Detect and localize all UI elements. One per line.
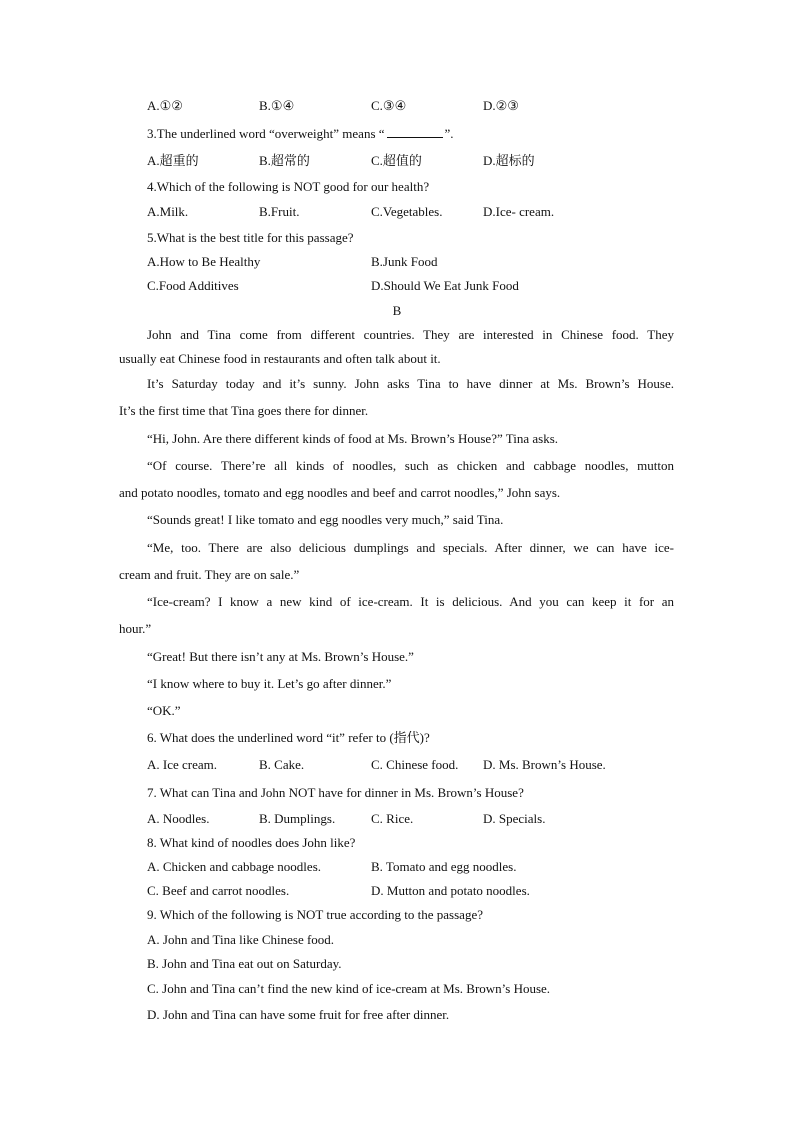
option-d[interactable]: D.②③ — [483, 98, 519, 113]
option-b[interactable]: B. Cake. — [259, 757, 305, 772]
passage-line: “Of course. There’re all kinds of noodles, such as chicken and cabbage noodles, mutton — [147, 458, 674, 473]
passage-line: “Sounds great! I like tomato and egg noodles very much,” said Tina. — [147, 512, 504, 527]
option-b[interactable]: B. John and Tina eat out on Saturday. — [147, 956, 342, 971]
stem-text: 3.The underlined word “overweight” means “ — [147, 126, 385, 141]
passage-line: “Great! But there isn’t any at Ms. Brown’s House.” — [147, 649, 414, 664]
option-c[interactable]: C.③④ — [371, 98, 407, 113]
option-d[interactable]: D.超标的 — [483, 153, 535, 168]
option-c[interactable]: C.超值的 — [371, 153, 422, 168]
passage-line: hour.” — [119, 621, 152, 636]
question-8-stem: 8. What kind of noodles does John like? — [147, 835, 356, 850]
option-b[interactable]: B.Fruit. — [259, 204, 300, 219]
option-c[interactable]: C. Chinese food. — [371, 757, 459, 772]
option-c[interactable]: C.Vegetables. — [371, 204, 443, 219]
passage-line: “OK.” — [147, 703, 181, 718]
option-b[interactable]: B.超常的 — [259, 153, 310, 168]
option-a[interactable]: A. Noodles. — [147, 811, 210, 826]
option-d[interactable]: D.Ice- cream. — [483, 204, 555, 219]
question-6-stem: 6. What does the underlined word “it” refer to (指代)? — [147, 730, 430, 745]
question-7-stem: 7. What can Tina and John NOT have for dinner in Ms. Brown’s House? — [147, 785, 524, 800]
answer-blank[interactable] — [387, 125, 443, 138]
stem-text-end: ”. — [444, 126, 454, 141]
option-d[interactable]: D.Should We Eat Junk Food — [371, 278, 519, 293]
question-4-stem: 4.Which of the following is NOT good for our health? — [147, 179, 430, 194]
passage-line: and potato noodles, tomato and egg noodles and beef and carrot noodles,” John says. — [119, 485, 561, 500]
question-5-stem: 5.What is the best title for this passage? — [147, 230, 354, 245]
option-d[interactable]: D. Specials. — [483, 811, 546, 826]
passage-line: “Hi, John. Are there different kinds of food at Ms. Brown’s House?” Tina asks. — [147, 431, 559, 446]
passage-line: “Ice-cream? I know a new kind of ice-cream. It is delicious. And you can keep it for an — [147, 594, 674, 609]
option-a[interactable]: A. John and Tina like Chinese food. — [147, 932, 335, 947]
option-c[interactable]: C. Rice. — [371, 811, 414, 826]
question-9-stem: 9. Which of the following is NOT true according to the passage? — [147, 907, 483, 922]
question-3-stem — [147, 125, 454, 142]
passage-line: cream and fruit. They are on sale.” — [119, 567, 300, 582]
option-c[interactable]: C. Beef and carrot noodles. — [147, 883, 290, 898]
passage-line: usually eat Chinese food in restaurants and often talk about it. — [119, 351, 441, 366]
option-c[interactable]: C.Food Additives — [147, 278, 239, 293]
option-b[interactable]: B.①④ — [259, 98, 295, 113]
option-c[interactable]: C. John and Tina can’t find the new kind of ice-cream at Ms. Brown’s House. — [147, 981, 551, 996]
passage-line: John and Tina come from different countries. They are interested in Chinese food. They — [147, 327, 674, 342]
passage-line: “Me, too. There are also delicious dumplings and specials. After dinner, we can have ice- — [147, 540, 674, 555]
option-a[interactable]: A.How to Be Healthy — [147, 254, 261, 269]
option-a[interactable]: A.Milk. — [147, 204, 189, 219]
option-b[interactable]: B. Tomato and egg noodles. — [371, 859, 517, 874]
option-a[interactable]: A.①② — [147, 98, 183, 113]
option-b[interactable]: B.Junk Food — [371, 254, 438, 269]
passage-line: “I know where to buy it. Let’s go after dinner.” — [147, 676, 392, 691]
option-a[interactable]: A. Chicken and cabbage noodles. — [147, 859, 322, 874]
passage-line: It’s the first time that Tina goes there for dinner. — [119, 403, 369, 418]
section-heading: B — [392, 303, 402, 318]
option-d[interactable]: D. Ms. Brown’s House. — [483, 757, 606, 772]
option-d[interactable]: D. John and Tina can have some fruit for free after dinner. — [147, 1007, 450, 1022]
option-d[interactable]: D. Mutton and potato noodles. — [371, 883, 530, 898]
option-b[interactable]: B. Dumplings. — [259, 811, 336, 826]
option-a[interactable]: A. Ice cream. — [147, 757, 218, 772]
option-a[interactable]: A.超重的 — [147, 153, 199, 168]
passage-line: It’s Saturday today and it’s sunny. John asks Tina to have dinner at Ms. Brown’s House. — [147, 376, 674, 391]
